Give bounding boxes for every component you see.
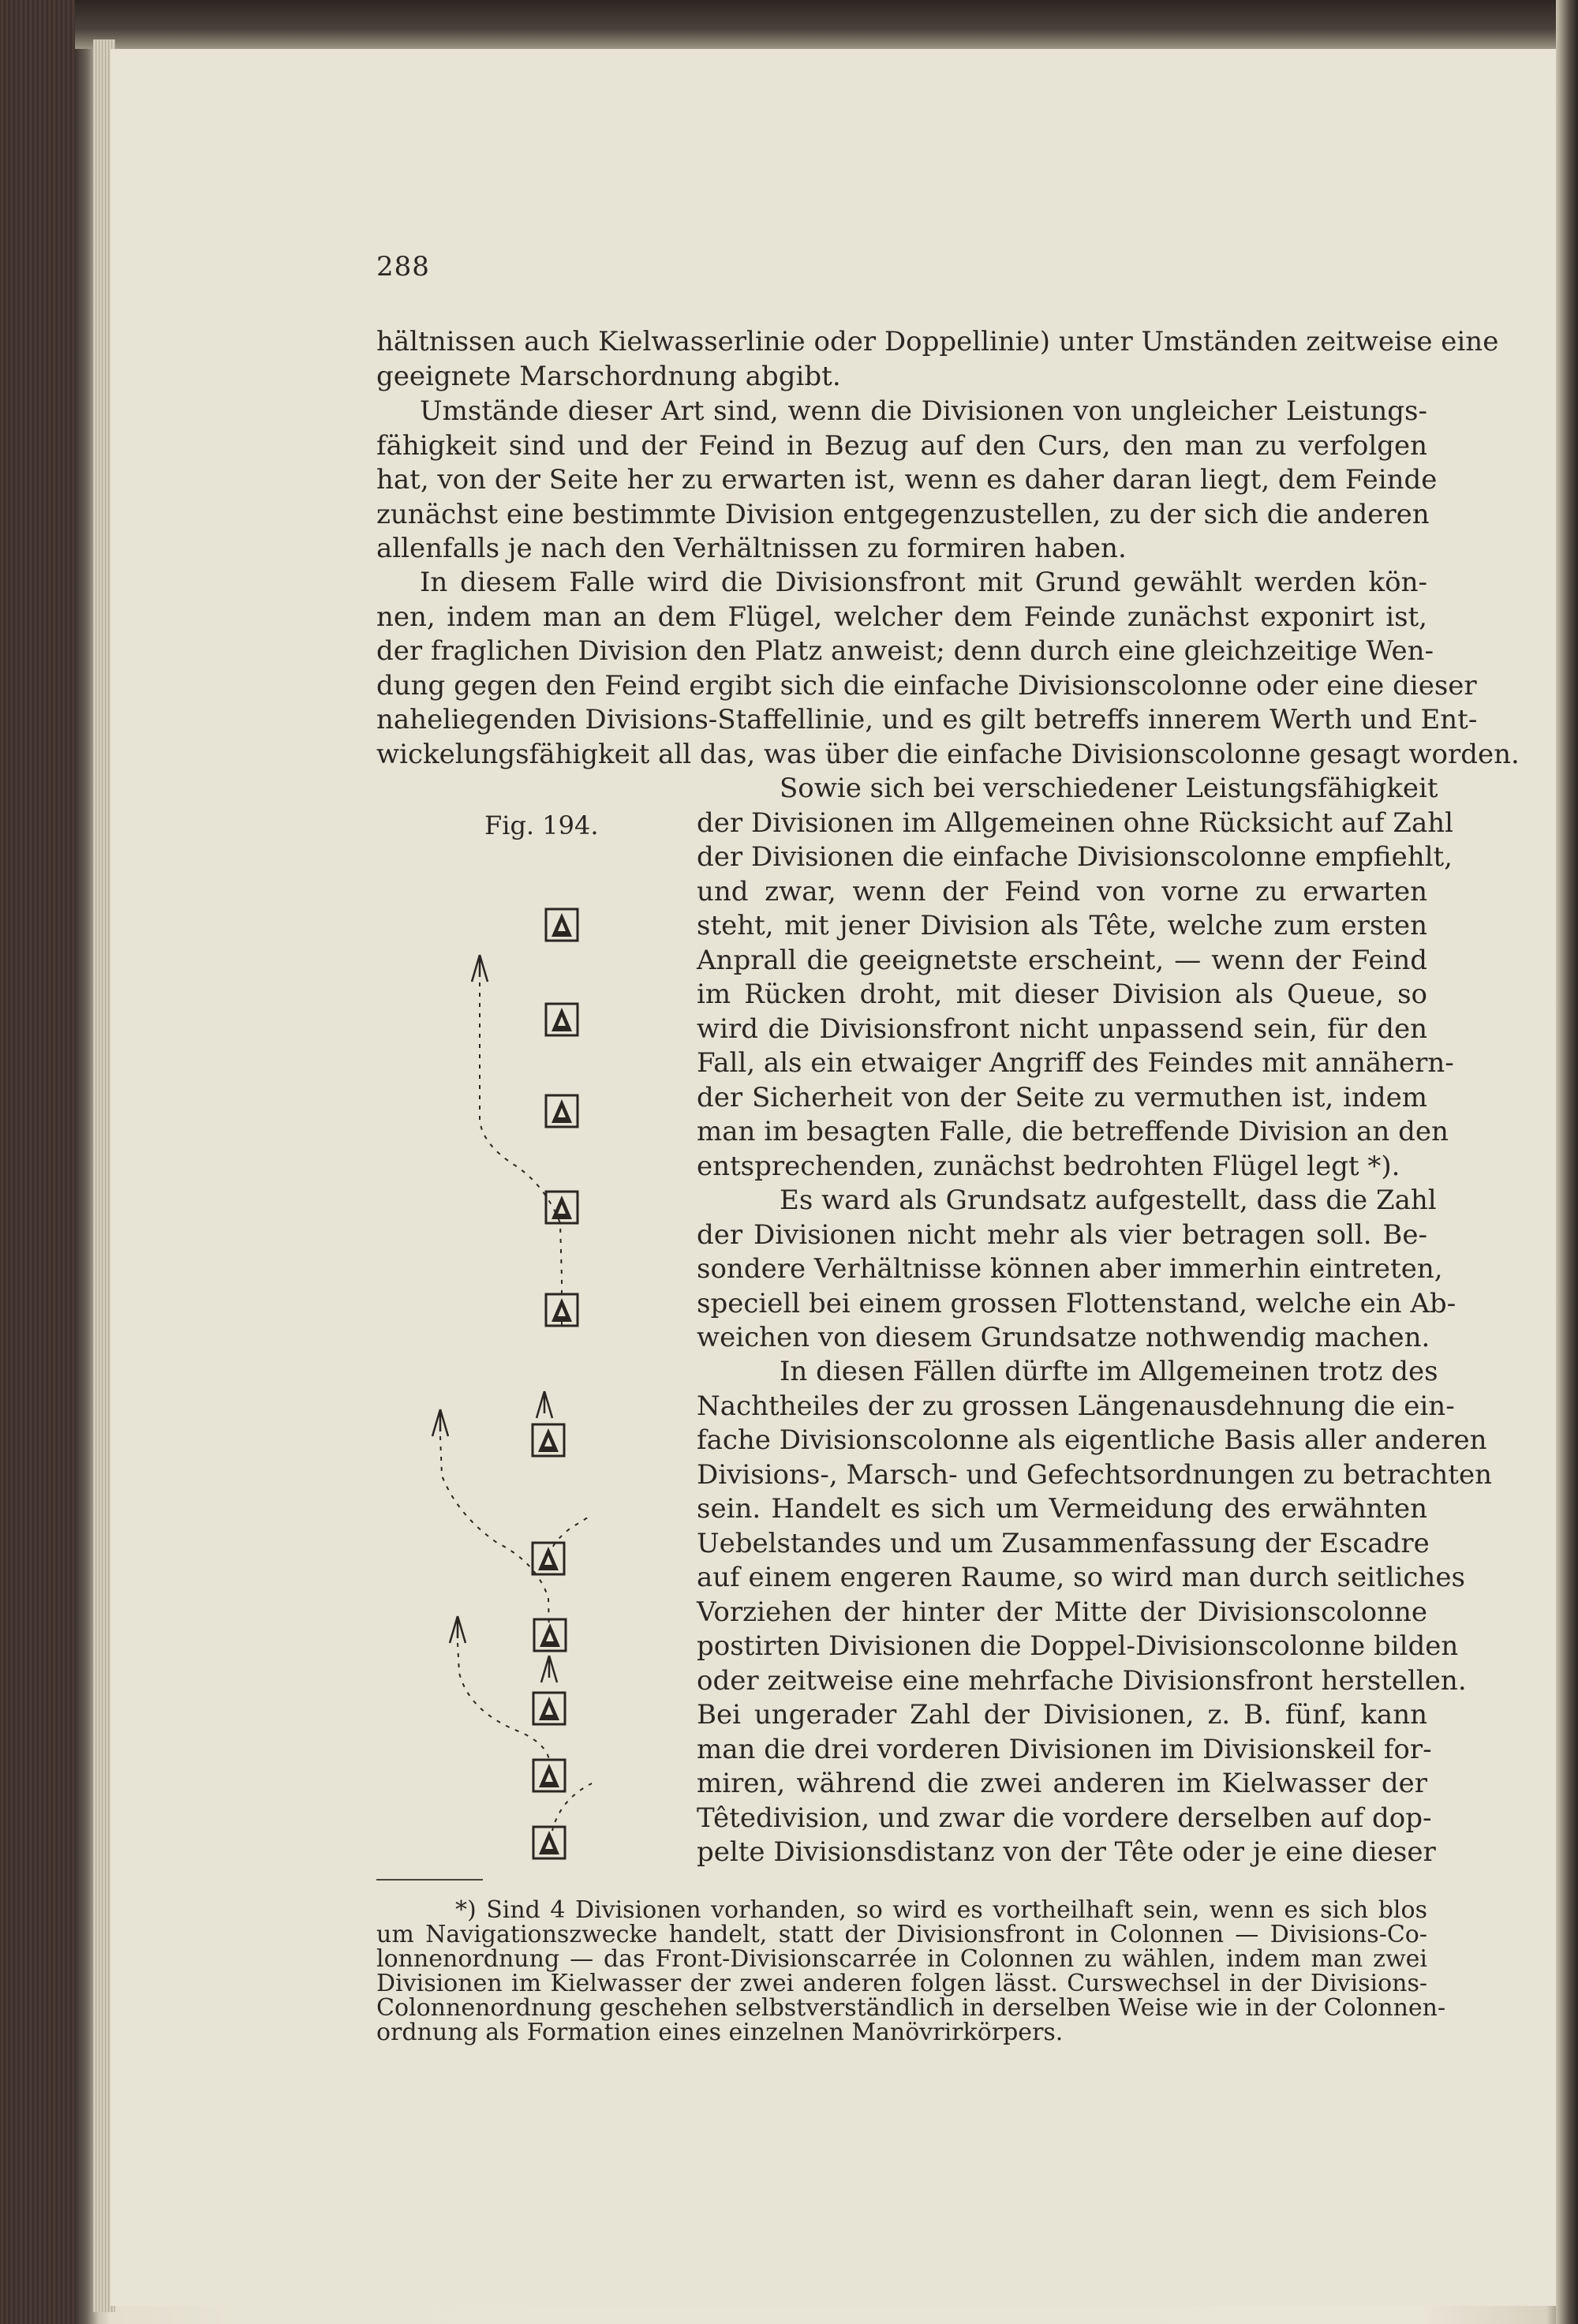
footnote-line: Divisionen im Kielwasser der zwei anderen folgen lässt. Curswechsel in der Divisions-	[376, 1970, 1427, 1997]
paragraph-6	[697, 1355, 1492, 1870]
ship-division-icon	[533, 1693, 565, 1724]
text-line: hat, von der Seite her zu erwarten ist, wenn es daher daran liegt, dem Feinde	[376, 464, 1438, 496]
course-path	[551, 1452, 592, 1551]
paragraph-3	[376, 566, 1520, 772]
text-line: auf einem engeren Raume, so wird man durch seitliches	[697, 1562, 1465, 1593]
footnote	[376, 1896, 1446, 2046]
text-line: Nachtheiles der zu grossen Längenausdehnung die ein-	[697, 1390, 1455, 1422]
course-arrow-icon	[537, 1391, 552, 1418]
ship-division-icon	[534, 1619, 566, 1651]
text-line: naheliegenden Divisions-Staffellinie, und es gilt betreffs innerem Werth und Ent-	[376, 704, 1478, 735]
text-line: Anprall die geeignetste erscheint, — wenn der Feind	[697, 944, 1427, 976]
formation-diagram	[410, 884, 592, 1862]
text-line: im Rücken droht, mit dieser Division als Queue, so	[697, 979, 1427, 1010]
text-line: speciell bei einem grossen Flottenstand, welche ein Ab-	[697, 1287, 1456, 1319]
text-line: Têtedivision, und zwar die vordere derselben auf dop-	[697, 1802, 1432, 1834]
course-path	[552, 1653, 592, 1831]
text-line: postirten Divisionen die Doppel-Divisionscolonne bilden	[697, 1630, 1459, 1662]
text-line: der Sicherheit von der Seite zu vermuthen ist, indem	[697, 1081, 1427, 1113]
paragraph-4	[697, 772, 1454, 1184]
text-line: Umstände dieser Art sind, wenn die Divisionen von ungleicher Leistungs-	[420, 395, 1427, 427]
page-number: 288	[376, 251, 430, 283]
book-top-edge	[75, 0, 1578, 49]
text-line: geeignete Marschordnung abgibt.	[376, 360, 841, 392]
text-line: Vorziehen der hinter der Mitte der Divisionscolonne	[697, 1596, 1427, 1628]
course-path	[440, 1436, 549, 1634]
footnote-line: *) Sind 4 Divisionen vorhanden, so wird es vortheilhaft sein, wenn es sich blos	[455, 1896, 1427, 1924]
text-line: Es ward als Grundsatz aufgestellt, dass die Zahl	[780, 1184, 1437, 1216]
book-right-edge	[1556, 0, 1578, 2324]
text-line: wickelungsfähigkeit all das, was über die einfache Divisionscolonne gesagt worden.	[376, 738, 1520, 770]
text-line: wird die Divisionsfront nicht unpassend sein, für den	[697, 1012, 1427, 1045]
text-line: nen, indem man an dem Flügel, welcher dem Feinde zunächst exponirt ist,	[376, 601, 1427, 633]
text-line: man im besagten Falle, die betreffende Division an den	[697, 1116, 1449, 1147]
text-line: der Divisionen im Allgemeinen ohne Rücksicht auf Zahl	[697, 806, 1454, 839]
text-line: und zwar, wenn der Feind von vorne zu erwarten	[697, 875, 1427, 908]
ship-division-icon	[546, 1095, 578, 1127]
paragraph-5	[697, 1184, 1456, 1356]
text-line: pelte Divisionsdistanz von der Tête oder je eine dieser	[697, 1836, 1436, 1868]
ship-division-icon	[546, 1294, 578, 1326]
ship-division-icon	[546, 1192, 578, 1223]
text-line: weichen von diesem Grundsatze nothwendig machen.	[697, 1322, 1430, 1353]
text-line: Uebelstandes und um Zusammenfassung der Escadre	[697, 1527, 1430, 1559]
text-line: man die drei vorderen Divisionen im Divisionskeil for-	[697, 1733, 1432, 1765]
text-line: entsprechenden, zunächst bedrohten Flügel legt *).	[697, 1150, 1400, 1182]
course-arrow-icon	[450, 1616, 466, 1643]
text-line: sondere Verhältnisse können aber immerhin eintreten,	[697, 1253, 1443, 1285]
text-line: Sowie sich bei verschiedener Leistungsfähigkeit	[780, 773, 1438, 804]
text-line: der fraglichen Division den Platz anweist; denn durch eine gleichzeitige Wen-	[376, 635, 1434, 667]
ship-division-icon	[533, 1827, 565, 1858]
course-arrow-icon	[432, 1409, 448, 1436]
ship-division-icon	[533, 1424, 564, 1456]
footnote-line: um Navigationszwecke handelt, statt der Divisionsfront in Colonnen — Divisions-Co-	[376, 1921, 1427, 1948]
text-line: Divisions-, Marsch- und Gefechtsordnungen zu betrachten	[697, 1458, 1492, 1491]
text-line: der Divisionen nicht mehr als vier betragen soll. Be-	[697, 1218, 1427, 1251]
text-line: Fall, als ein etwaiger Angriff des Feindes mit annähern-	[697, 1047, 1454, 1079]
text-line: hältnissen auch Kielwasserlinie oder Doppellinie) unter Umständen zeitweise eine	[376, 326, 1499, 357]
text-line: fache Divisionscolonne als eigentliche Basis aller anderen	[697, 1424, 1487, 1456]
ship-division-icon	[546, 909, 578, 941]
text-line: oder zeitweise eine mehrfache Divisionsfront herstellen.	[697, 1664, 1467, 1697]
text-line: In diesem Falle wird die Divisionsfront mit Grund gewählt werden kön-	[420, 567, 1427, 598]
text-line: allenfalls je nach den Verhältnissen zu formiren haben.	[376, 533, 1127, 564]
ship-division-icon	[533, 1543, 564, 1574]
text-line: miren, während die zwei anderen im Kielwasser der	[697, 1768, 1427, 1799]
footnote-divider	[376, 1879, 483, 1881]
text-line: dung gegen den Feind ergibt sich die einfache Divisionscolonne oder eine dieser	[376, 669, 1477, 702]
paragraph-2	[376, 395, 1438, 567]
course-arrow-icon	[541, 1656, 557, 1682]
text-line: sein. Handelt es sich um Vermeidung des erwähnten	[697, 1493, 1427, 1525]
figure-caption: Fig. 194.	[484, 810, 599, 840]
text-line: der Divisionen die einfache Divisionscolonne empfiehlt,	[697, 841, 1453, 873]
course-arrow-icon	[472, 955, 488, 982]
ship-division-icon	[533, 1760, 565, 1791]
course-path	[480, 982, 562, 1326]
text-line: steht, mit jener Division als Tête, welche zum ersten	[697, 910, 1427, 941]
text-line: zunächst eine bestimmte Division entgegenzustellen, zu der sich die anderen	[376, 498, 1430, 530]
footnote-line: Colonnenordnung geschehen selbstverständlich in derselben Weise wie in der Colonnen-	[376, 1994, 1446, 2022]
paragraph-1	[376, 325, 1499, 394]
footnote-line: lonnenordnung — das Front-Divisionscarrée in Colonnen zu wählen, indem man zwei	[376, 1945, 1427, 1973]
book-cover-edge	[0, 0, 75, 2324]
footnote-line: ordnung als Formation eines einzelnen Manövrirkörpers.	[376, 2019, 1064, 2046]
text-line: fähigkeit sind und der Feind in Bezug auf den Curs, den man zu verfolgen	[376, 429, 1427, 462]
ship-division-icon	[546, 1004, 578, 1035]
text-line: In diesen Fällen dürfte im Allgemeinen trotz des	[780, 1356, 1438, 1387]
course-path	[458, 1643, 549, 1760]
text-line: Bei ungerader Zahl der Divisionen, z. B. fünf, kann	[697, 1699, 1427, 1731]
